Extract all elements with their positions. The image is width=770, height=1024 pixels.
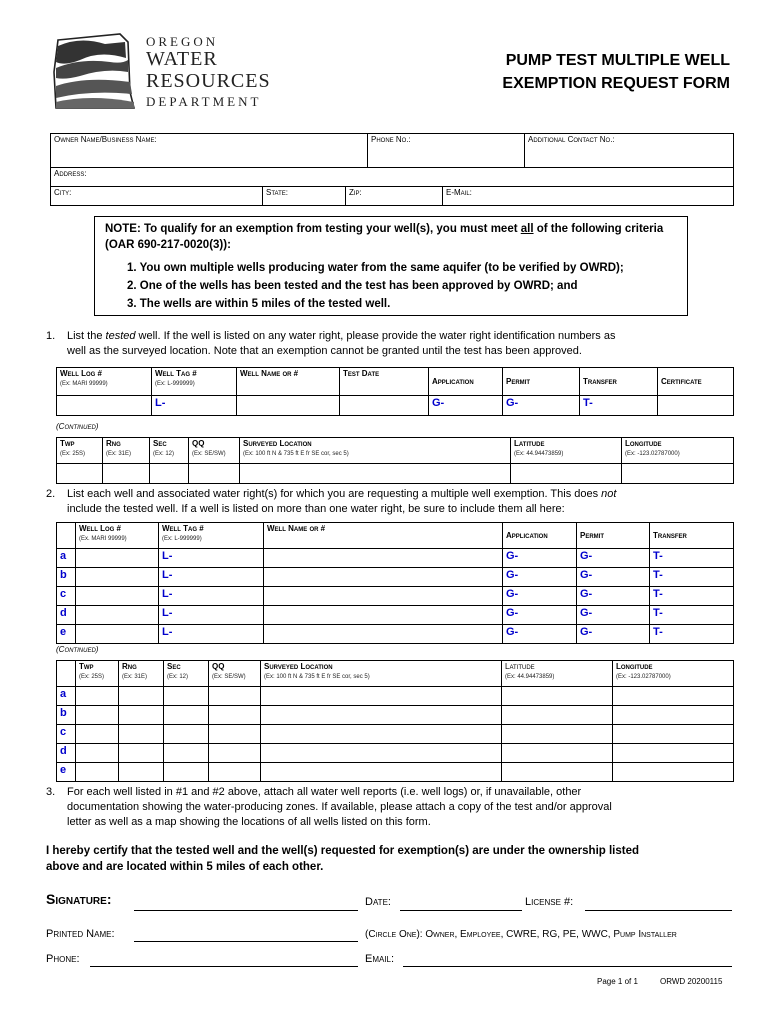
s2-c-well-log-input[interactable] bbox=[76, 587, 159, 606]
s2-loc-row-label-b: b bbox=[57, 706, 76, 725]
s2-loc-a-rng[interactable] bbox=[119, 687, 164, 706]
s2-loc-d-sec[interactable] bbox=[164, 744, 209, 763]
note-box bbox=[94, 216, 688, 316]
s1-sec-input[interactable] bbox=[150, 464, 189, 484]
s2-d-well-log-input[interactable] bbox=[76, 606, 159, 625]
s2-loc-d-twp[interactable] bbox=[76, 744, 119, 763]
s2-hdr-application: Application bbox=[506, 531, 548, 540]
s2-e-application-input[interactable]: G- bbox=[503, 625, 577, 644]
s2-row-label-c: c bbox=[57, 587, 76, 606]
s2-b-application-input[interactable]: G- bbox=[503, 568, 577, 587]
s2-loc-e-sec[interactable] bbox=[164, 763, 209, 782]
s2-ex-surveyed-location: (Ex: 100 ft N & 735 ft E fr SE cor, sec 5) bbox=[264, 674, 370, 680]
s2-b-well-tag-input[interactable]: L- bbox=[159, 568, 264, 587]
s1-transfer-input[interactable]: T- bbox=[580, 396, 658, 416]
printed-name-label: Printed Name: bbox=[46, 928, 115, 940]
s2-loc-b-twp[interactable] bbox=[76, 706, 119, 725]
s2-loc-e-surveyed[interactable] bbox=[261, 763, 502, 782]
s2-hdr-rng: Rng bbox=[122, 662, 137, 671]
s1-ex-well-log: (Ex: MARI 99999) bbox=[60, 381, 108, 387]
s2-loc-a-twp[interactable] bbox=[76, 687, 119, 706]
s1-hdr-sec: Sec bbox=[153, 439, 167, 448]
s1-ex-sec: (Ex: 12) bbox=[153, 451, 175, 457]
s1-hdr-qq: QQ bbox=[192, 439, 205, 448]
s2-loc-e-rng[interactable] bbox=[119, 763, 164, 782]
s2-loc-row-label-e: e bbox=[57, 763, 76, 782]
certification-statement: I hereby certify that the tested well and the well(s) requested for exemption(s) are under the ownership listed above and are located within 5 miles of each other. bbox=[46, 845, 640, 873]
s2-b-well-log-input[interactable] bbox=[76, 568, 159, 587]
s1-well-tag-input[interactable]: L- bbox=[152, 396, 237, 416]
license-label: License #: bbox=[525, 896, 574, 908]
s2-e-well-name-input[interactable] bbox=[264, 625, 503, 644]
s1-hdr-longitude: Longitude bbox=[625, 439, 662, 448]
s1-rng-input[interactable] bbox=[103, 464, 150, 484]
email-line[interactable] bbox=[403, 966, 732, 967]
s2-loc-a-lat[interactable] bbox=[502, 687, 613, 706]
s2-hdr-surveyed-location: Surveyed Location bbox=[264, 662, 333, 671]
email-field[interactable]: E-Mail: bbox=[443, 187, 734, 206]
section1-number: 1. bbox=[46, 330, 56, 342]
s2-loc-e-lat[interactable] bbox=[502, 763, 613, 782]
s2-loc-row-label-d: d bbox=[57, 744, 76, 763]
s2-a-permit-input[interactable]: G- bbox=[577, 549, 650, 568]
tested-well-table bbox=[56, 367, 734, 416]
s2-row-label-b: b bbox=[57, 568, 76, 587]
phone-label: Phone: bbox=[46, 953, 80, 965]
section2-number: 2. bbox=[46, 488, 56, 500]
s2-hdr-well-tag: Well Tag # bbox=[162, 524, 204, 533]
s2-loc-a-sec[interactable] bbox=[164, 687, 209, 706]
email-label: Email: bbox=[365, 953, 395, 965]
s2-d-transfer-input[interactable]: T- bbox=[650, 606, 734, 625]
s2-row-label-a: a bbox=[57, 549, 76, 568]
s2-loc-a-surveyed[interactable] bbox=[261, 687, 502, 706]
s2-e-permit-input[interactable]: G- bbox=[577, 625, 650, 644]
circle-one-options[interactable]: (Circle One): Owner, Employee, CWRE, RG, PE, WWC, Pump Installer bbox=[365, 929, 677, 940]
s2-loc-d-long[interactable] bbox=[613, 744, 734, 763]
s2-loc-a-long[interactable] bbox=[613, 687, 734, 706]
section3-text: For each well listed in #1 and #2 above, attach all water well reports (i.e. well logs) or, if unavailable, other documentation showing the water-producing zones. If available, please attach a copy of the test and/or approval letter as well as a map showing the locations of all wells listed on this form. bbox=[67, 786, 612, 828]
s2-hdr-longitude: Longitude bbox=[616, 662, 653, 671]
s1-ex-well-tag: (Ex: L-999999) bbox=[155, 381, 195, 387]
oregon-state-icon bbox=[50, 32, 135, 112]
s2-row-label-e: e bbox=[57, 625, 76, 644]
s2-c-application-input[interactable]: G- bbox=[503, 587, 577, 606]
owner-info-table bbox=[50, 133, 734, 168]
s1-hdr-permit: Permit bbox=[506, 377, 531, 386]
s2-loc-d-lat[interactable] bbox=[502, 744, 613, 763]
s2-d-permit-input[interactable]: G- bbox=[577, 606, 650, 625]
s2-e-well-tag-input[interactable]: L- bbox=[159, 625, 264, 644]
form-title-line1: PUMP TEST MULTIPLE WELL bbox=[505, 52, 730, 69]
section2-text: List each well and associated water right(s) for which you are requesting a multiple well exemption. This does not include the tested well. If a well is listed on more than one water right, be sure to include them all here: bbox=[67, 488, 617, 515]
s1-hdr-transfer: Transfer bbox=[583, 377, 617, 386]
form-code: ORWD 20200115 bbox=[660, 977, 723, 986]
signature-label: Signature: bbox=[46, 891, 112, 907]
s1-hdr-application: Application bbox=[432, 377, 474, 386]
s2-loc-c-twp[interactable] bbox=[76, 725, 119, 744]
page-number: Page 1 of 1 bbox=[597, 977, 638, 986]
s2-loc-c-surveyed[interactable] bbox=[261, 725, 502, 744]
note-item-3: 3. The wells are within 5 miles of the tested well. bbox=[127, 298, 391, 310]
s2-loc-e-twp[interactable] bbox=[76, 763, 119, 782]
s2-c-well-tag-input[interactable]: L- bbox=[159, 587, 264, 606]
s2-c-permit-input[interactable]: G- bbox=[577, 587, 650, 606]
s2-loc-row-label-a: a bbox=[57, 687, 76, 706]
exemption-wells-location-table bbox=[56, 660, 734, 782]
s2-loc-d-rng[interactable] bbox=[119, 744, 164, 763]
s1-hdr-latitude: Latitude bbox=[514, 439, 545, 448]
s2-e-well-log-input[interactable] bbox=[76, 625, 159, 644]
s2-loc-c-lat[interactable] bbox=[502, 725, 613, 744]
form-title-line2: EXEMPTION REQUEST FORM bbox=[502, 75, 730, 92]
s1-latitude-input[interactable] bbox=[511, 464, 622, 484]
s1-surveyed-location-input[interactable] bbox=[240, 464, 511, 484]
s2-continued-label: (Continued) bbox=[56, 645, 99, 654]
s2-loc-b-long[interactable] bbox=[613, 706, 734, 725]
s1-qq-input[interactable] bbox=[189, 464, 240, 484]
s1-test-date-input[interactable] bbox=[340, 396, 429, 416]
s2-loc-b-surveyed[interactable] bbox=[261, 706, 502, 725]
s1-continued-label: (Continued) bbox=[56, 422, 99, 431]
s2-loc-d-qq[interactable] bbox=[209, 744, 261, 763]
s1-permit-input[interactable]: G- bbox=[503, 396, 580, 416]
s2-hdr-qq: QQ bbox=[212, 662, 225, 671]
s1-ex-surveyed-location: (Ex: 100 ft N & 735 ft E fr SE cor, sec 5) bbox=[243, 451, 349, 457]
s2-loc-row-label-c: c bbox=[57, 725, 76, 744]
s2-loc-c-qq[interactable] bbox=[209, 725, 261, 744]
s2-ex-rng: (Ex: 31E) bbox=[122, 674, 148, 680]
s1-well-name-input[interactable] bbox=[237, 396, 340, 416]
s2-c-well-name-input[interactable] bbox=[264, 587, 503, 606]
s2-d-well-name-input[interactable] bbox=[264, 606, 503, 625]
s2-hdr-twp: Twp bbox=[79, 662, 94, 671]
s1-ex-twp: (Ex: 25S) bbox=[60, 451, 86, 457]
s2-loc-b-qq[interactable] bbox=[209, 706, 261, 725]
s2-b-well-name-input[interactable] bbox=[264, 568, 503, 587]
phone-line[interactable] bbox=[90, 966, 358, 967]
s2-loc-c-sec[interactable] bbox=[164, 725, 209, 744]
state-field[interactable]: State: bbox=[263, 187, 346, 206]
address-field[interactable]: Address: bbox=[51, 168, 734, 187]
s1-twp-input[interactable] bbox=[57, 464, 103, 484]
s1-well-log-input[interactable] bbox=[57, 396, 152, 416]
s1-ex-longitude: (Ex: -123.02787000) bbox=[625, 451, 680, 457]
s2-ex-well-tag: (Ex: L-999999) bbox=[162, 536, 202, 542]
logo-water: WATER bbox=[146, 48, 218, 70]
s2-a-application-input[interactable]: G- bbox=[503, 549, 577, 568]
s1-hdr-test-date: Test Date bbox=[343, 369, 380, 378]
logo-resources: RESOURCES bbox=[146, 70, 271, 92]
s2-c-transfer-input[interactable]: T- bbox=[650, 587, 734, 606]
s2-hdr-permit: Permit bbox=[580, 531, 605, 540]
additional-contact-field[interactable]: Additional Contact No.: bbox=[525, 134, 734, 168]
s1-certificate-input[interactable] bbox=[658, 396, 734, 416]
date-label: Date: bbox=[365, 896, 391, 908]
s2-ex-twp: (Ex: 25S) bbox=[79, 674, 105, 680]
section3-number: 3. bbox=[46, 786, 56, 798]
note-intro: NOTE: To qualify for an exemption from testing your well(s), you must meet all of the following criteria (OAR 690-217-0020(3)): bbox=[105, 223, 664, 251]
section1-text: List the tested well. If the well is listed on any water right, please provide the water right identification numbers as well as the surveyed location. Note that an exemption cannot be granted until the test has been approved. bbox=[67, 330, 616, 357]
note-item-2: 2. One of the wells has been tested and the test has been approved by OWRD; and bbox=[127, 280, 578, 292]
s2-b-permit-input[interactable]: G- bbox=[577, 568, 650, 587]
s2-ex-latitude: (Ex: 44.94473859) bbox=[505, 674, 555, 680]
s1-hdr-surveyed-location: Surveyed Location bbox=[243, 439, 312, 448]
s2-loc-c-long[interactable] bbox=[613, 725, 734, 744]
logo-department: DEPARTMENT bbox=[146, 94, 262, 109]
s2-loc-b-rng[interactable] bbox=[119, 706, 164, 725]
s1-hdr-well-log: Well Log # bbox=[60, 369, 102, 378]
s2-b-transfer-input[interactable]: T- bbox=[650, 568, 734, 587]
s1-longitude-input[interactable] bbox=[622, 464, 734, 484]
s2-hdr-well-log: Well Log # bbox=[79, 524, 121, 533]
logo-oregon: OREGON bbox=[146, 34, 219, 49]
phone-field[interactable]: Phone No.: bbox=[368, 134, 525, 168]
s1-ex-latitude: (Ex: 44.94473859) bbox=[514, 451, 564, 457]
s1-hdr-twp: Twp bbox=[60, 439, 75, 448]
s1-ex-qq: (Ex: SE/SW) bbox=[192, 451, 226, 457]
s2-hdr-sec: Sec bbox=[167, 662, 181, 671]
s2-a-transfer-input[interactable]: T- bbox=[650, 549, 734, 568]
s2-a-well-tag-input[interactable]: L- bbox=[159, 549, 264, 568]
exemption-wells-table bbox=[56, 522, 734, 644]
s2-hdr-latitude: Latitude bbox=[505, 662, 535, 671]
s2-a-well-name-input[interactable] bbox=[264, 549, 503, 568]
license-line[interactable] bbox=[585, 910, 732, 911]
s2-ex-sec: (Ex: 12) bbox=[167, 674, 189, 680]
s2-loc-d-surveyed[interactable] bbox=[261, 744, 502, 763]
s2-loc-a-qq[interactable] bbox=[209, 687, 261, 706]
s2-loc-b-sec[interactable] bbox=[164, 706, 209, 725]
s2-loc-c-rng[interactable] bbox=[119, 725, 164, 744]
s2-e-transfer-input[interactable]: T- bbox=[650, 625, 734, 644]
s2-loc-e-qq[interactable] bbox=[209, 763, 261, 782]
s1-hdr-well-tag: Well Tag # bbox=[155, 369, 197, 378]
s1-application-input[interactable]: G- bbox=[429, 396, 503, 416]
s1-hdr-certificate: Certificate bbox=[661, 377, 702, 386]
s2-row-label-d: d bbox=[57, 606, 76, 625]
owner-name-field[interactable]: Owner Name/Business Name: bbox=[51, 134, 368, 168]
s1-hdr-well-name: Well Name or # bbox=[240, 369, 299, 378]
city-field[interactable]: City: bbox=[51, 187, 263, 206]
s1-hdr-rng: Rng bbox=[106, 439, 121, 448]
s2-ex-longitude: (Ex: -123.02787000) bbox=[616, 674, 671, 680]
s1-ex-rng: (Ex: 31E) bbox=[106, 451, 132, 457]
s2-hdr-transfer: Transfer bbox=[653, 531, 687, 540]
s2-d-well-tag-input[interactable]: L- bbox=[159, 606, 264, 625]
s2-d-application-input[interactable]: G- bbox=[503, 606, 577, 625]
s2-loc-b-lat[interactable] bbox=[502, 706, 613, 725]
zip-field[interactable]: Zip: bbox=[346, 187, 443, 206]
tested-well-location-table bbox=[56, 437, 734, 484]
printed-name-line[interactable] bbox=[134, 941, 358, 942]
date-line[interactable] bbox=[400, 910, 522, 911]
note-item-1: 1. You own multiple wells producing water from the same aquifer (to be verified by OWRD); bbox=[127, 262, 624, 274]
s2-hdr-well-name: Well Name or # bbox=[267, 524, 326, 533]
s2-loc-e-long[interactable] bbox=[613, 763, 734, 782]
s2-ex-qq: (Ex: SE/SW) bbox=[212, 674, 246, 680]
address-table bbox=[50, 167, 734, 206]
s2-ex-well-log: (Ex. MARI 99999) bbox=[79, 536, 127, 542]
signature-line[interactable] bbox=[134, 910, 358, 911]
s2-a-well-log-input[interactable] bbox=[76, 549, 159, 568]
owrd-logo bbox=[50, 32, 280, 112]
